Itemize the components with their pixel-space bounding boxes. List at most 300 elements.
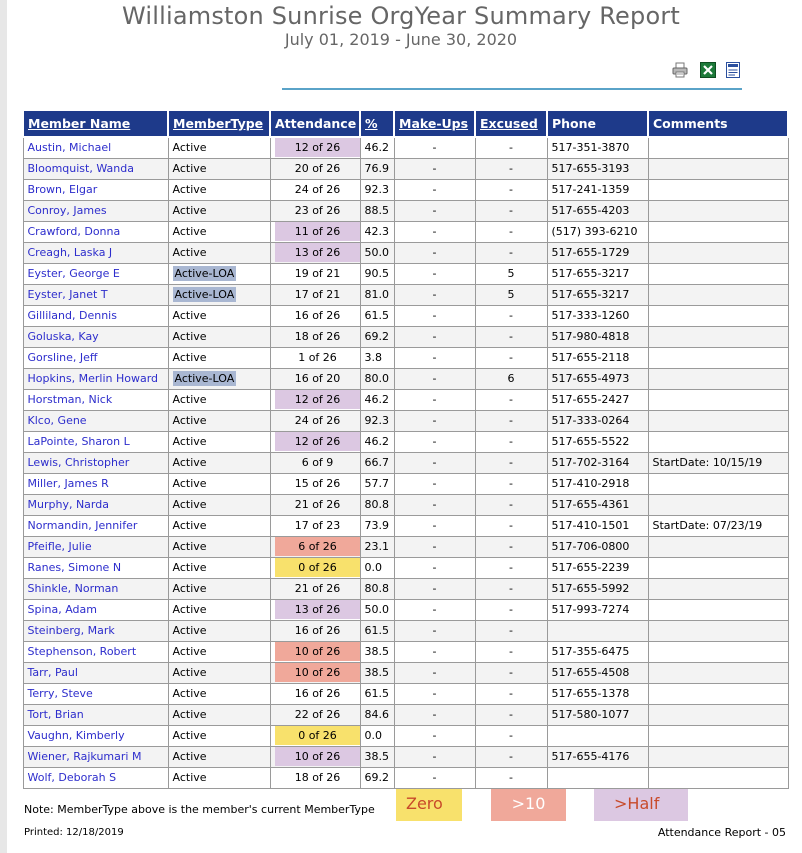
table-row (23, 431, 788, 452)
member-name-cell (23, 452, 168, 473)
makeups-cell: - (394, 515, 475, 536)
percent-cell: 69.2 (360, 326, 394, 347)
table-row (23, 179, 788, 200)
comments-cell: StartDate: 07/23/19 (648, 515, 788, 536)
member-name-link[interactable]: Bloomquist, Wanda (27, 162, 134, 175)
member-name-cell (23, 578, 168, 599)
table-row (23, 536, 788, 557)
member-type: Active (172, 456, 207, 469)
member-type: Active (172, 141, 207, 155)
excused-cell: - (475, 473, 547, 494)
member-type-cell (168, 557, 270, 578)
percent-cell: 50.0 (360, 599, 394, 620)
word-icon[interactable] (725, 62, 741, 78)
phone-cell: 517-333-0264 (547, 410, 648, 431)
member-type-cell (168, 137, 270, 158)
excused-cell: - (475, 200, 547, 221)
member-type-cell (168, 410, 270, 431)
member-name-link[interactable]: Spina, Adam (27, 603, 97, 616)
attendance-value: 20 of 26 (294, 162, 341, 175)
makeups-cell: - (394, 452, 475, 473)
comments-cell (648, 746, 788, 767)
comments-cell (648, 536, 788, 557)
comments-cell (648, 242, 788, 263)
report-name: Attendance Report - 05 (657, 826, 786, 839)
attendance-value: 17 of 23 (294, 519, 341, 532)
attendance-value: 12 of 26 (275, 138, 361, 157)
member-type: Active (172, 771, 207, 784)
attendance-value: 0 of 26 (275, 726, 361, 745)
member-name-link[interactable]: Murphy, Narda (27, 498, 109, 511)
comments-cell: StartDate: 10/15/19 (648, 452, 788, 473)
table-row (23, 746, 788, 767)
member-name-link[interactable]: Creagh, Laska J (27, 246, 113, 259)
attendance-cell (270, 578, 360, 599)
attendance-value: 13 of 26 (275, 243, 361, 262)
makeups-cell: - (394, 137, 475, 158)
member-type: Active (172, 330, 207, 343)
excused-cell: - (475, 725, 547, 746)
member-name-cell (23, 662, 168, 683)
member-name-link[interactable]: Pfeifle, Julie (27, 540, 92, 553)
phone-cell: 517-655-1729 (547, 242, 648, 263)
phone-cell: 517-351-3870 (547, 137, 648, 158)
member-name-link[interactable]: Crawford, Donna (27, 225, 121, 238)
member-name-link[interactable]: Horstman, Nick (27, 393, 113, 406)
member-type-cell (168, 263, 270, 284)
percent-cell: 76.9 (360, 158, 394, 179)
report-title: Williamston Sunrise OrgYear Summary Report (121, 2, 681, 30)
member-name-link[interactable]: Austin, Michael (27, 141, 112, 155)
makeups-cell: - (394, 158, 475, 179)
member-name-link[interactable]: Brown, Elgar (27, 183, 98, 196)
attendance-cell (270, 599, 360, 620)
table-row (23, 347, 788, 368)
member-name-link[interactable]: Wolf, Deborah S (27, 771, 117, 784)
attendance-value: 17 of 21 (294, 288, 341, 301)
comments-cell (648, 683, 788, 704)
member-rows (23, 137, 788, 788)
excused-cell: - (475, 158, 547, 179)
makeups-cell: - (394, 221, 475, 242)
member-type: Active (172, 477, 207, 490)
member-type-cell (168, 158, 270, 179)
attendance-value: 10 of 26 (275, 747, 361, 766)
comments-cell (648, 620, 788, 641)
member-type-cell (168, 389, 270, 410)
table-row (23, 515, 788, 536)
member-type-note: Note: MemberType above is the member's current MemberType (24, 803, 375, 816)
member-name-cell (23, 179, 168, 200)
member-name-link[interactable]: Gilliland, Dennis (27, 309, 117, 322)
member-type: Active (172, 414, 207, 427)
attendance-value: 23 of 26 (294, 204, 341, 217)
excused-cell: - (475, 431, 547, 452)
member-type-cell (168, 536, 270, 557)
member-name-link[interactable]: Lewis, Christopher (27, 456, 130, 469)
attendance-value: 0 of 26 (275, 558, 361, 577)
member-name-cell (23, 641, 168, 662)
excused-cell: - (475, 242, 547, 263)
excused-cell: - (475, 599, 547, 620)
member-type: Active (172, 750, 207, 763)
member-name-cell (23, 473, 168, 494)
comments-cell (648, 284, 788, 305)
makeups-cell: - (394, 200, 475, 221)
excused-cell: 5 (475, 263, 547, 284)
excused-cell: - (475, 515, 547, 536)
phone-cell: 517-655-2118 (547, 347, 648, 368)
member-name-link[interactable]: Klco, Gene (27, 414, 87, 427)
attendance-value: 16 of 26 (294, 309, 341, 322)
makeups-cell: - (394, 431, 475, 452)
table-row (23, 305, 788, 326)
makeups-cell: - (394, 494, 475, 515)
left-edge-strip (0, 0, 7, 853)
member-type-cell (168, 725, 270, 746)
comments-cell (648, 158, 788, 179)
printed-date: Printed: 12/18/2019 (24, 827, 124, 838)
attendance-cell (270, 410, 360, 431)
member-name-cell (23, 158, 168, 179)
member-name-link[interactable]: Hopkins, Merlin Howard (27, 372, 159, 385)
attendance-cell (270, 725, 360, 746)
member-type-cell (168, 620, 270, 641)
attendance-cell (270, 515, 360, 536)
member-type: Active (172, 729, 207, 742)
percent-cell: 38.5 (360, 662, 394, 683)
comments-cell (648, 431, 788, 452)
makeups-cell: - (394, 704, 475, 725)
makeups-cell: - (394, 767, 475, 788)
member-name-link[interactable]: Eyster, Janet T (27, 288, 108, 301)
percent-cell: 92.3 (360, 410, 394, 431)
member-name-link[interactable]: Normandin, Jennifer (27, 519, 138, 532)
member-name-link[interactable]: Eyster, George E (27, 267, 120, 280)
makeups-cell: - (394, 284, 475, 305)
member-name-cell (23, 494, 168, 515)
member-type: Active (172, 183, 207, 196)
makeups-cell: - (394, 473, 475, 494)
percent-cell: 80.8 (360, 578, 394, 599)
column-header-comments: Comments (648, 110, 788, 137)
member-type-cell (168, 641, 270, 662)
comments-cell (648, 305, 788, 326)
excused-cell: - (475, 536, 547, 557)
member-type-cell (168, 683, 270, 704)
attendance-cell (270, 221, 360, 242)
member-name-cell (23, 704, 168, 725)
table-row (23, 221, 788, 242)
excused-cell: - (475, 704, 547, 725)
percent-cell: 61.5 (360, 620, 394, 641)
table-row (23, 620, 788, 641)
member-type: Active-LOA (174, 372, 235, 385)
member-name-cell (23, 746, 168, 767)
attendance-cell (270, 326, 360, 347)
percent-cell: 84.6 (360, 704, 394, 725)
table-row (23, 410, 788, 431)
phone-cell: 517-655-2427 (547, 389, 648, 410)
column-header-makeups[interactable]: Make-Ups (394, 110, 475, 137)
percent-cell: 61.5 (360, 305, 394, 326)
comments-cell (648, 263, 788, 284)
attendance-cell (270, 368, 360, 389)
table-row (23, 725, 788, 746)
comments-cell (648, 326, 788, 347)
member-name-link[interactable]: LaPointe, Sharon L (27, 435, 130, 448)
phone-cell: 517-241-1359 (547, 179, 648, 200)
excused-cell: - (475, 347, 547, 368)
table-row (23, 641, 788, 662)
member-name-cell (23, 326, 168, 347)
legend-zero: Zero (396, 789, 462, 821)
member-name-cell (23, 431, 168, 452)
member-name-cell (23, 389, 168, 410)
makeups-cell: - (394, 179, 475, 200)
member-type-cell (168, 746, 270, 767)
comments-cell (648, 200, 788, 221)
phone-cell: 517-655-4203 (547, 200, 648, 221)
member-type-cell (168, 704, 270, 725)
legend-over-ten: >10 (491, 789, 566, 821)
member-name-cell (23, 515, 168, 536)
percent-cell: 42.3 (360, 221, 394, 242)
makeups-cell: - (394, 683, 475, 704)
member-type: Active (172, 687, 207, 700)
member-type-cell (168, 452, 270, 473)
phone-cell: 517-655-3217 (547, 263, 648, 284)
member-name-link[interactable]: Conroy, James (27, 204, 107, 217)
phone-cell: 517-702-3164 (547, 452, 648, 473)
makeups-cell: - (394, 578, 475, 599)
percent-cell: 73.9 (360, 515, 394, 536)
member-type-cell (168, 368, 270, 389)
comments-cell (648, 641, 788, 662)
attendance-value: 24 of 26 (294, 414, 341, 427)
attendance-cell (270, 746, 360, 767)
percent-cell: 0.0 (360, 725, 394, 746)
member-type-cell (168, 431, 270, 452)
table-row (23, 557, 788, 578)
attendance-value: 16 of 26 (294, 624, 341, 637)
member-name-link[interactable]: Steinberg, Mark (27, 624, 115, 637)
excused-cell: 5 (475, 284, 547, 305)
phone-cell: 517-655-1378 (547, 683, 648, 704)
member-type: Active (172, 498, 207, 511)
makeups-cell: - (394, 746, 475, 767)
table-row (23, 662, 788, 683)
phone-cell (547, 725, 648, 746)
makeups-cell: - (394, 347, 475, 368)
table-row (23, 452, 788, 473)
percent-cell: 80.8 (360, 494, 394, 515)
phone-cell: 517-706-0800 (547, 536, 648, 557)
comments-cell (648, 221, 788, 242)
member-name-cell (23, 242, 168, 263)
percent-cell: 46.2 (360, 431, 394, 452)
member-type: Active (172, 393, 207, 406)
comments-cell (648, 368, 788, 389)
attendance-value: 6 of 9 (301, 456, 334, 469)
attendance-cell (270, 452, 360, 473)
phone-cell: 517-355-6475 (547, 641, 648, 662)
percent-cell: 57.7 (360, 473, 394, 494)
attendance-cell (270, 179, 360, 200)
member-type: Active (172, 519, 207, 532)
percent-cell: 69.2 (360, 767, 394, 788)
excel-icon[interactable] (700, 62, 716, 78)
attendance-value: 10 of 26 (275, 663, 361, 682)
member-name-link[interactable]: Vaughn, Kimberly (27, 729, 125, 742)
makeups-cell: - (394, 599, 475, 620)
member-type-cell (168, 221, 270, 242)
member-type: Active-LOA (174, 267, 235, 280)
percent-cell: 0.0 (360, 557, 394, 578)
legend-half: >Half (594, 789, 688, 821)
excused-cell: 6 (475, 368, 547, 389)
table-header-row (23, 110, 788, 137)
excused-cell: - (475, 137, 547, 158)
member-type-cell (168, 305, 270, 326)
percent-cell: 23.1 (360, 536, 394, 557)
member-type-cell (168, 578, 270, 599)
makeups-cell: - (394, 242, 475, 263)
column-header-excused[interactable]: Excused (475, 110, 547, 137)
percent-cell: 3.8 (360, 347, 394, 368)
member-type: Active (172, 309, 207, 322)
attendance-cell (270, 137, 360, 158)
member-name-link[interactable]: Terry, Steve (27, 687, 93, 700)
makeups-cell: - (394, 662, 475, 683)
member-name-cell (23, 200, 168, 221)
column-header-member-type[interactable]: MemberType (168, 110, 270, 137)
printer-icon[interactable] (672, 62, 688, 78)
member-type-cell (168, 326, 270, 347)
member-type-cell (168, 284, 270, 305)
column-header-attendance: Attendance (270, 110, 360, 137)
phone-cell: 517-655-4508 (547, 662, 648, 683)
member-name-link[interactable]: Tarr, Paul (27, 666, 78, 679)
makeups-cell: - (394, 620, 475, 641)
table-row (23, 368, 788, 389)
excused-cell: - (475, 221, 547, 242)
member-type-cell (168, 347, 270, 368)
excused-cell: - (475, 620, 547, 641)
attendance-value: 24 of 26 (294, 183, 341, 196)
attendance-value: 21 of 26 (294, 498, 341, 511)
member-name-link[interactable]: Gorsline, Jeff (27, 351, 98, 364)
comments-cell (648, 389, 788, 410)
comments-cell (648, 410, 788, 431)
table-row (23, 473, 788, 494)
phone-cell: 517-655-4973 (547, 368, 648, 389)
member-name-link[interactable]: Ranes, Simone N (27, 561, 122, 574)
table-row (23, 599, 788, 620)
member-type-cell (168, 599, 270, 620)
phone-cell: 517-655-3193 (547, 158, 648, 179)
member-type: Active (172, 561, 207, 574)
percent-cell: 81.0 (360, 284, 394, 305)
attendance-value: 19 of 21 (294, 267, 341, 280)
member-name-link[interactable]: Goluska, Kay (27, 330, 99, 343)
member-name-link[interactable]: Tort, Brian (27, 708, 84, 721)
table-row (23, 494, 788, 515)
report-date-range: July 01, 2019 - June 30, 2020 (284, 30, 518, 49)
table-row (23, 767, 788, 788)
phone-cell: 517-580-1077 (547, 704, 648, 725)
excused-cell: - (475, 662, 547, 683)
attendance-value: 22 of 26 (294, 708, 341, 721)
phone-cell: 517-655-5522 (547, 431, 648, 452)
excused-cell: - (475, 578, 547, 599)
member-type: Active (172, 162, 207, 175)
member-name-cell (23, 767, 168, 788)
member-type: Active (172, 351, 207, 364)
table-row (23, 158, 788, 179)
phone-cell: 517-980-4818 (547, 326, 648, 347)
member-type-cell (168, 662, 270, 683)
percent-cell: 46.2 (360, 389, 394, 410)
comments-cell (648, 473, 788, 494)
percent-cell: 80.0 (360, 368, 394, 389)
member-name-link[interactable]: Wiener, Rajkumari M (27, 750, 142, 763)
member-name-cell (23, 557, 168, 578)
member-type: Active (172, 582, 207, 595)
member-name-cell (23, 284, 168, 305)
attendance-cell (270, 431, 360, 452)
phone-cell: 517-655-4176 (547, 746, 648, 767)
makeups-cell: - (394, 557, 475, 578)
comments-cell (648, 557, 788, 578)
phone-cell: 517-655-2239 (547, 557, 648, 578)
comments-cell (648, 578, 788, 599)
makeups-cell: - (394, 326, 475, 347)
table-row (23, 263, 788, 284)
makeups-cell: - (394, 410, 475, 431)
column-header-member-name[interactable]: Member Name (23, 110, 168, 137)
percent-cell: 88.5 (360, 200, 394, 221)
table-row (23, 242, 788, 263)
excused-cell: - (475, 683, 547, 704)
member-name-link[interactable]: Miller, James R (27, 477, 109, 490)
attendance-value: 15 of 26 (294, 477, 341, 490)
excused-cell: - (475, 389, 547, 410)
attendance-value: 12 of 26 (275, 390, 361, 409)
member-type: Active (172, 435, 207, 448)
member-name-link[interactable]: Stephenson, Robert (27, 645, 137, 658)
member-name-cell (23, 599, 168, 620)
phone-cell: 517-655-4361 (547, 494, 648, 515)
member-name-link[interactable]: Shinkle, Norman (27, 582, 119, 595)
member-type-cell (168, 473, 270, 494)
table-row (23, 137, 788, 158)
attendance-cell (270, 158, 360, 179)
excused-cell: - (475, 326, 547, 347)
phone-cell: 517-993-7274 (547, 599, 648, 620)
attendance-value: 1 of 26 (298, 351, 337, 364)
table-row (23, 200, 788, 221)
percent-cell: 46.2 (360, 137, 394, 158)
comments-cell (648, 347, 788, 368)
attendance-cell (270, 620, 360, 641)
member-type: Active (172, 540, 207, 553)
member-name-cell (23, 410, 168, 431)
column-header-percent[interactable]: % (360, 110, 394, 137)
makeups-cell: - (394, 389, 475, 410)
excused-cell: - (475, 305, 547, 326)
comments-cell (648, 179, 788, 200)
